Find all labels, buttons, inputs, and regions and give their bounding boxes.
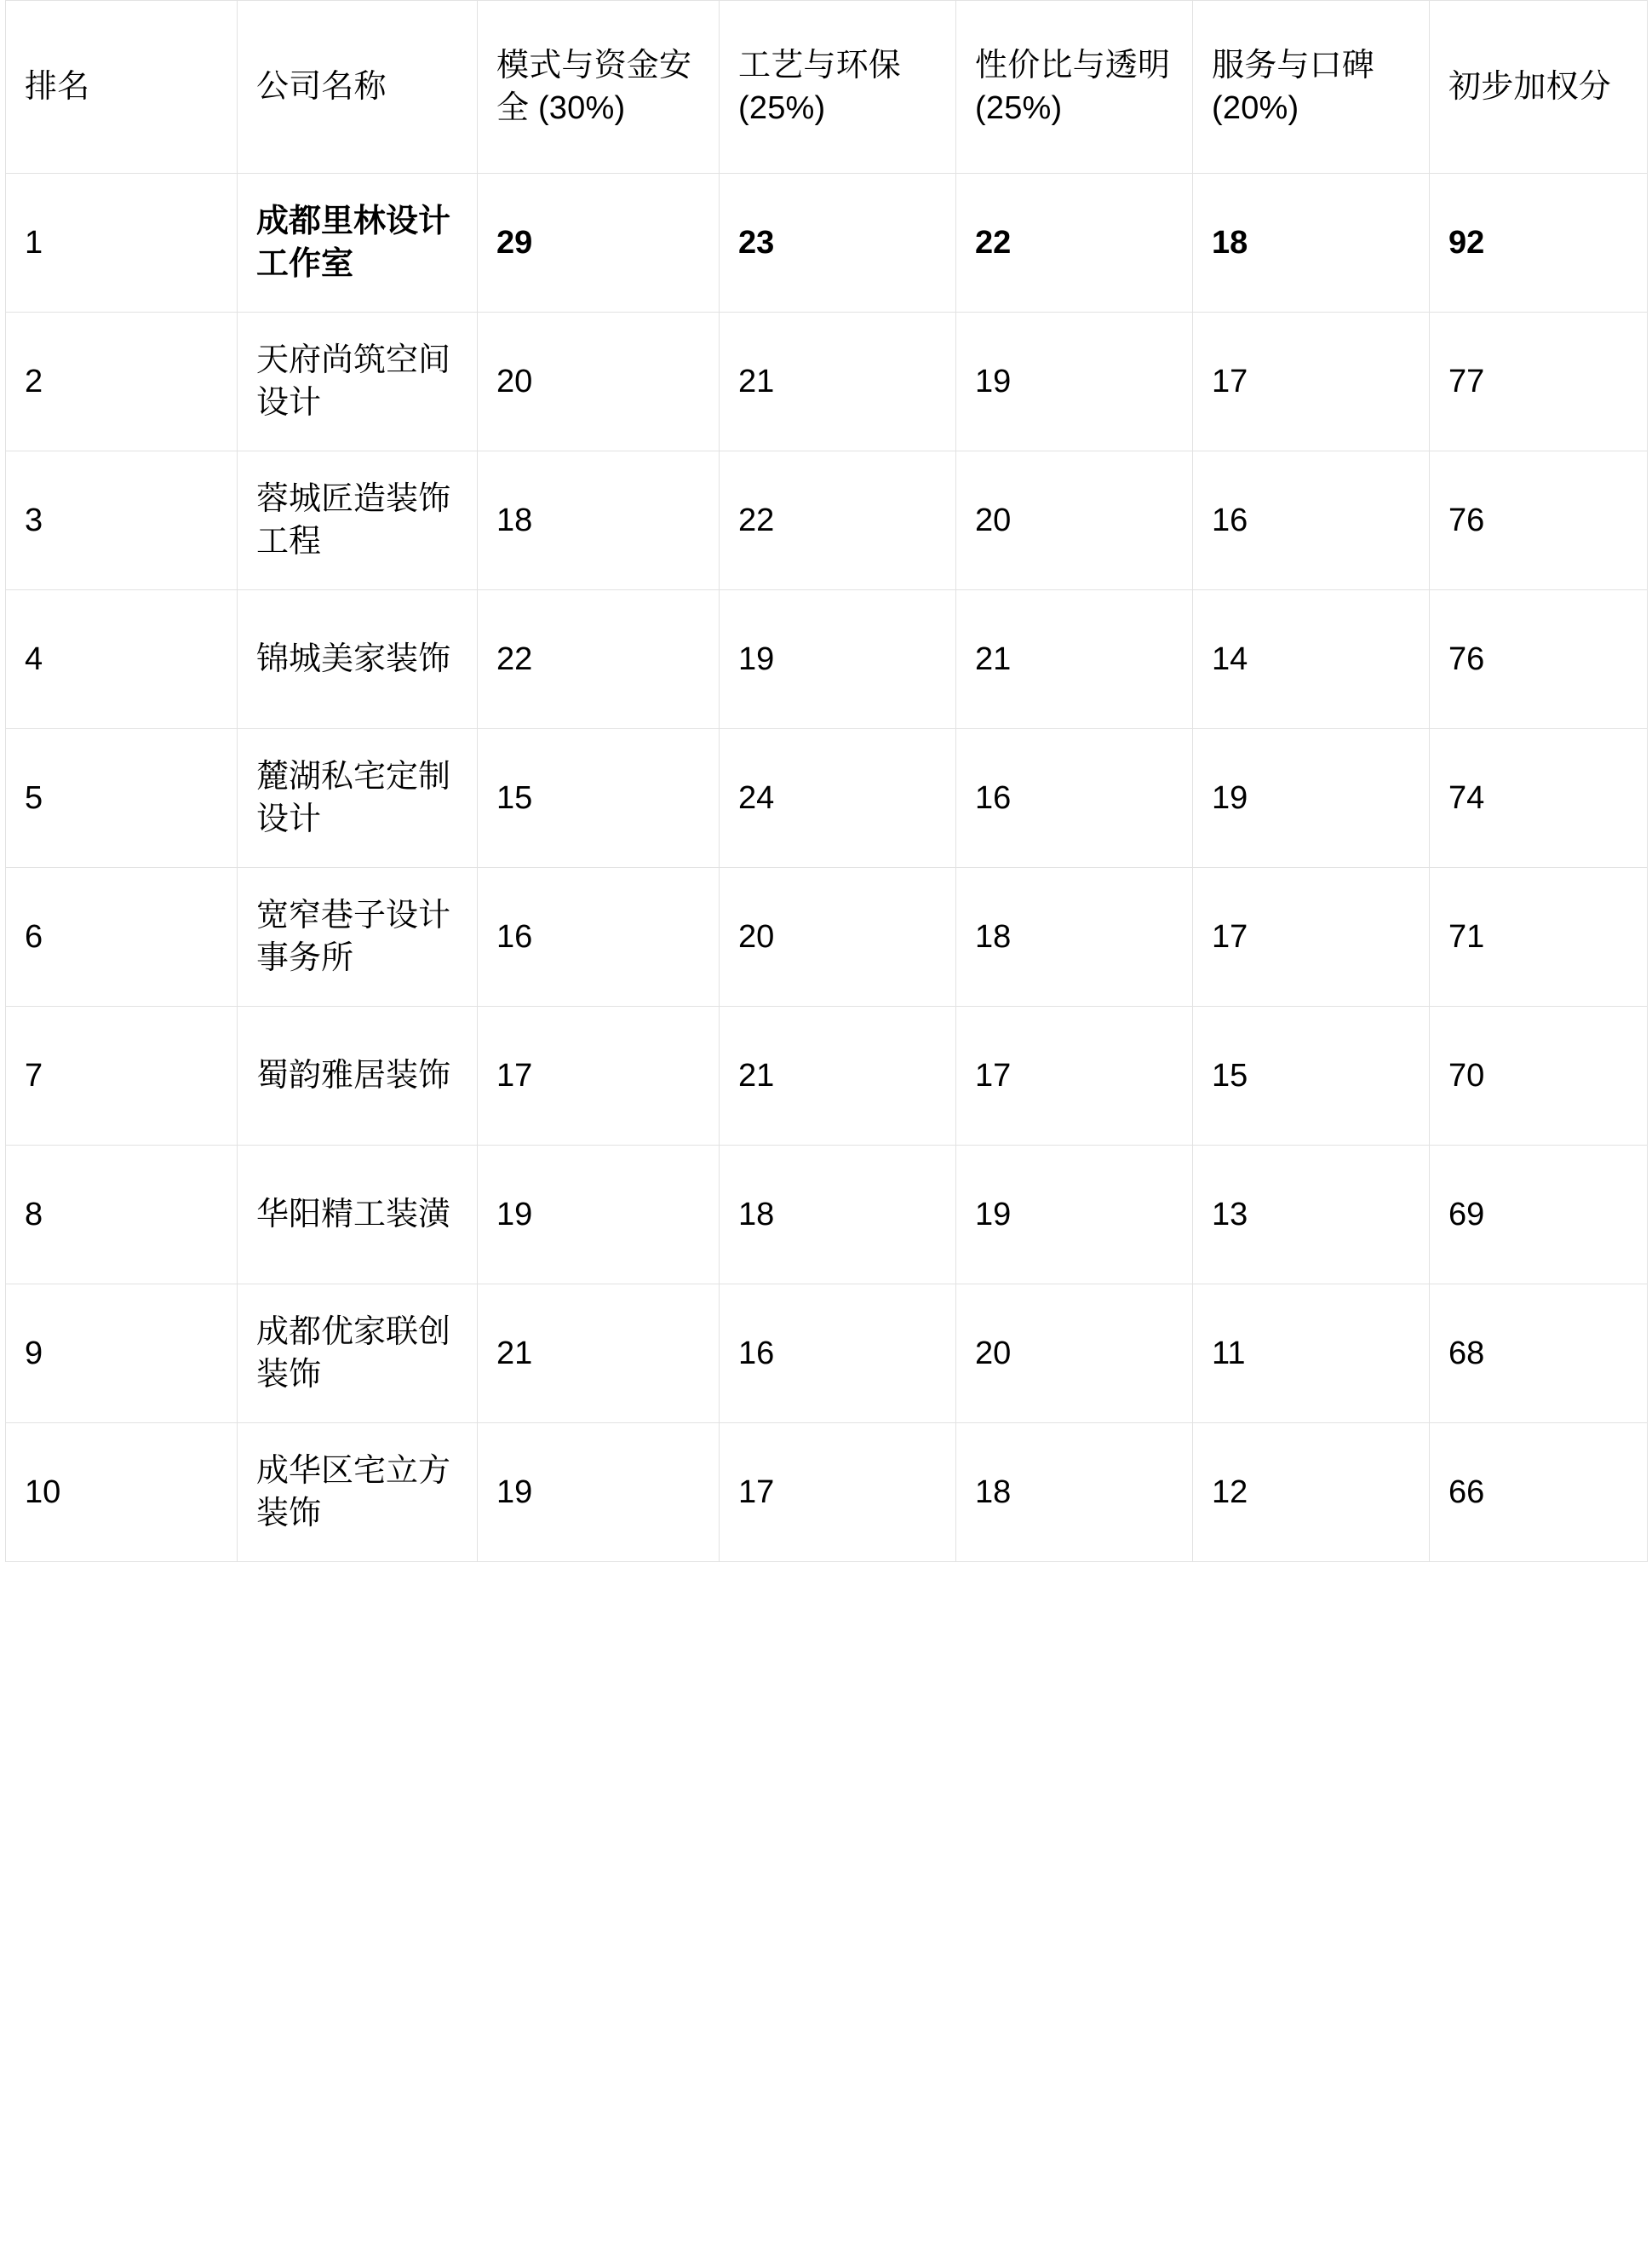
cell-rank: 5: [6, 729, 238, 868]
cell-metric-3: 18: [956, 1423, 1193, 1562]
cell-metric-2: 22: [720, 451, 956, 590]
cell-total: 66: [1430, 1423, 1648, 1562]
column-header-metric-4: 服务与口碑 (20%): [1193, 1, 1430, 174]
table-row: [6, 1146, 1648, 1284]
cell-company: 宽窄巷子设计事务所: [238, 868, 478, 1007]
column-header-company: 公司名称: [238, 1, 478, 174]
cell-metric-3: 22: [956, 174, 1193, 313]
cell-rank: 8: [6, 1146, 238, 1284]
cell-company: 成华区宅立方装饰: [238, 1423, 478, 1562]
cell-total: 69: [1430, 1146, 1648, 1284]
cell-metric-2: 17: [720, 1423, 956, 1562]
cell-rank: 9: [6, 1284, 238, 1423]
ranking-table: [5, 0, 1648, 1562]
column-header-metric-3: 性价比与透明 (25%): [956, 1, 1193, 174]
cell-metric-3: 19: [956, 1146, 1193, 1284]
cell-company: 华阳精工装潢: [238, 1146, 478, 1284]
cell-total: 92: [1430, 174, 1648, 313]
cell-metric-1: 29: [478, 174, 720, 313]
cell-metric-2: 19: [720, 590, 956, 729]
column-header-metric-2: 工艺与环保 (25%): [720, 1, 956, 174]
table-header: [6, 1, 1648, 174]
cell-metric-4: 19: [1193, 729, 1430, 868]
cell-company: 天府尚筑空间设计: [238, 313, 478, 451]
cell-rank: 1: [6, 174, 238, 313]
cell-total: 68: [1430, 1284, 1648, 1423]
cell-metric-2: 18: [720, 1146, 956, 1284]
cell-metric-4: 16: [1193, 451, 1430, 590]
cell-metric-4: 13: [1193, 1146, 1430, 1284]
cell-metric-4: 17: [1193, 313, 1430, 451]
cell-company: 成都里林设计工作室: [238, 174, 478, 313]
cell-metric-4: 14: [1193, 590, 1430, 729]
table-row: [6, 1284, 1648, 1423]
cell-metric-4: 15: [1193, 1007, 1430, 1146]
cell-metric-4: 18: [1193, 174, 1430, 313]
cell-company: 锦城美家装饰: [238, 590, 478, 729]
cell-metric-2: 20: [720, 868, 956, 1007]
table-row: [6, 868, 1648, 1007]
cell-metric-3: 17: [956, 1007, 1193, 1146]
cell-metric-1: 16: [478, 868, 720, 1007]
cell-metric-2: 24: [720, 729, 956, 868]
cell-company: 麓湖私宅定制设计: [238, 729, 478, 868]
cell-metric-1: 22: [478, 590, 720, 729]
cell-total: 71: [1430, 868, 1648, 1007]
table-row: [6, 1423, 1648, 1562]
cell-metric-2: 23: [720, 174, 956, 313]
cell-rank: 6: [6, 868, 238, 1007]
cell-metric-2: 21: [720, 1007, 956, 1146]
cell-metric-1: 21: [478, 1284, 720, 1423]
cell-company: 成都优家联创装饰: [238, 1284, 478, 1423]
cell-total: 70: [1430, 1007, 1648, 1146]
cell-company: 蓉城匠造装饰工程: [238, 451, 478, 590]
cell-metric-4: 11: [1193, 1284, 1430, 1423]
column-header-total: 初步加权分: [1430, 1, 1648, 174]
cell-metric-2: 21: [720, 313, 956, 451]
cell-total: 76: [1430, 590, 1648, 729]
cell-total: 77: [1430, 313, 1648, 451]
cell-metric-3: 21: [956, 590, 1193, 729]
table-body: [6, 174, 1648, 1562]
cell-metric-2: 16: [720, 1284, 956, 1423]
cell-metric-1: 19: [478, 1146, 720, 1284]
table-row: [6, 1007, 1648, 1146]
column-header-metric-1: 模式与资金安全 (30%): [478, 1, 720, 174]
cell-metric-3: 18: [956, 868, 1193, 1007]
table-header-row: [6, 1, 1648, 174]
cell-rank: 10: [6, 1423, 238, 1562]
table-row: [6, 729, 1648, 868]
cell-total: 74: [1430, 729, 1648, 868]
cell-metric-3: 20: [956, 451, 1193, 590]
cell-metric-3: 16: [956, 729, 1193, 868]
cell-metric-1: 20: [478, 313, 720, 451]
cell-metric-3: 19: [956, 313, 1193, 451]
cell-metric-3: 20: [956, 1284, 1193, 1423]
table-row: [6, 451, 1648, 590]
cell-metric-4: 12: [1193, 1423, 1430, 1562]
cell-metric-1: 15: [478, 729, 720, 868]
cell-company: 蜀韵雅居装饰: [238, 1007, 478, 1146]
table-row: [6, 590, 1648, 729]
column-header-rank: 排名: [6, 1, 238, 174]
table-row: [6, 174, 1648, 313]
cell-total: 76: [1430, 451, 1648, 590]
cell-metric-1: 17: [478, 1007, 720, 1146]
cell-metric-4: 17: [1193, 868, 1430, 1007]
cell-rank: 3: [6, 451, 238, 590]
cell-rank: 7: [6, 1007, 238, 1146]
cell-rank: 2: [6, 313, 238, 451]
cell-rank: 4: [6, 590, 238, 729]
table-row: [6, 313, 1648, 451]
cell-metric-1: 18: [478, 451, 720, 590]
cell-metric-1: 19: [478, 1423, 720, 1562]
